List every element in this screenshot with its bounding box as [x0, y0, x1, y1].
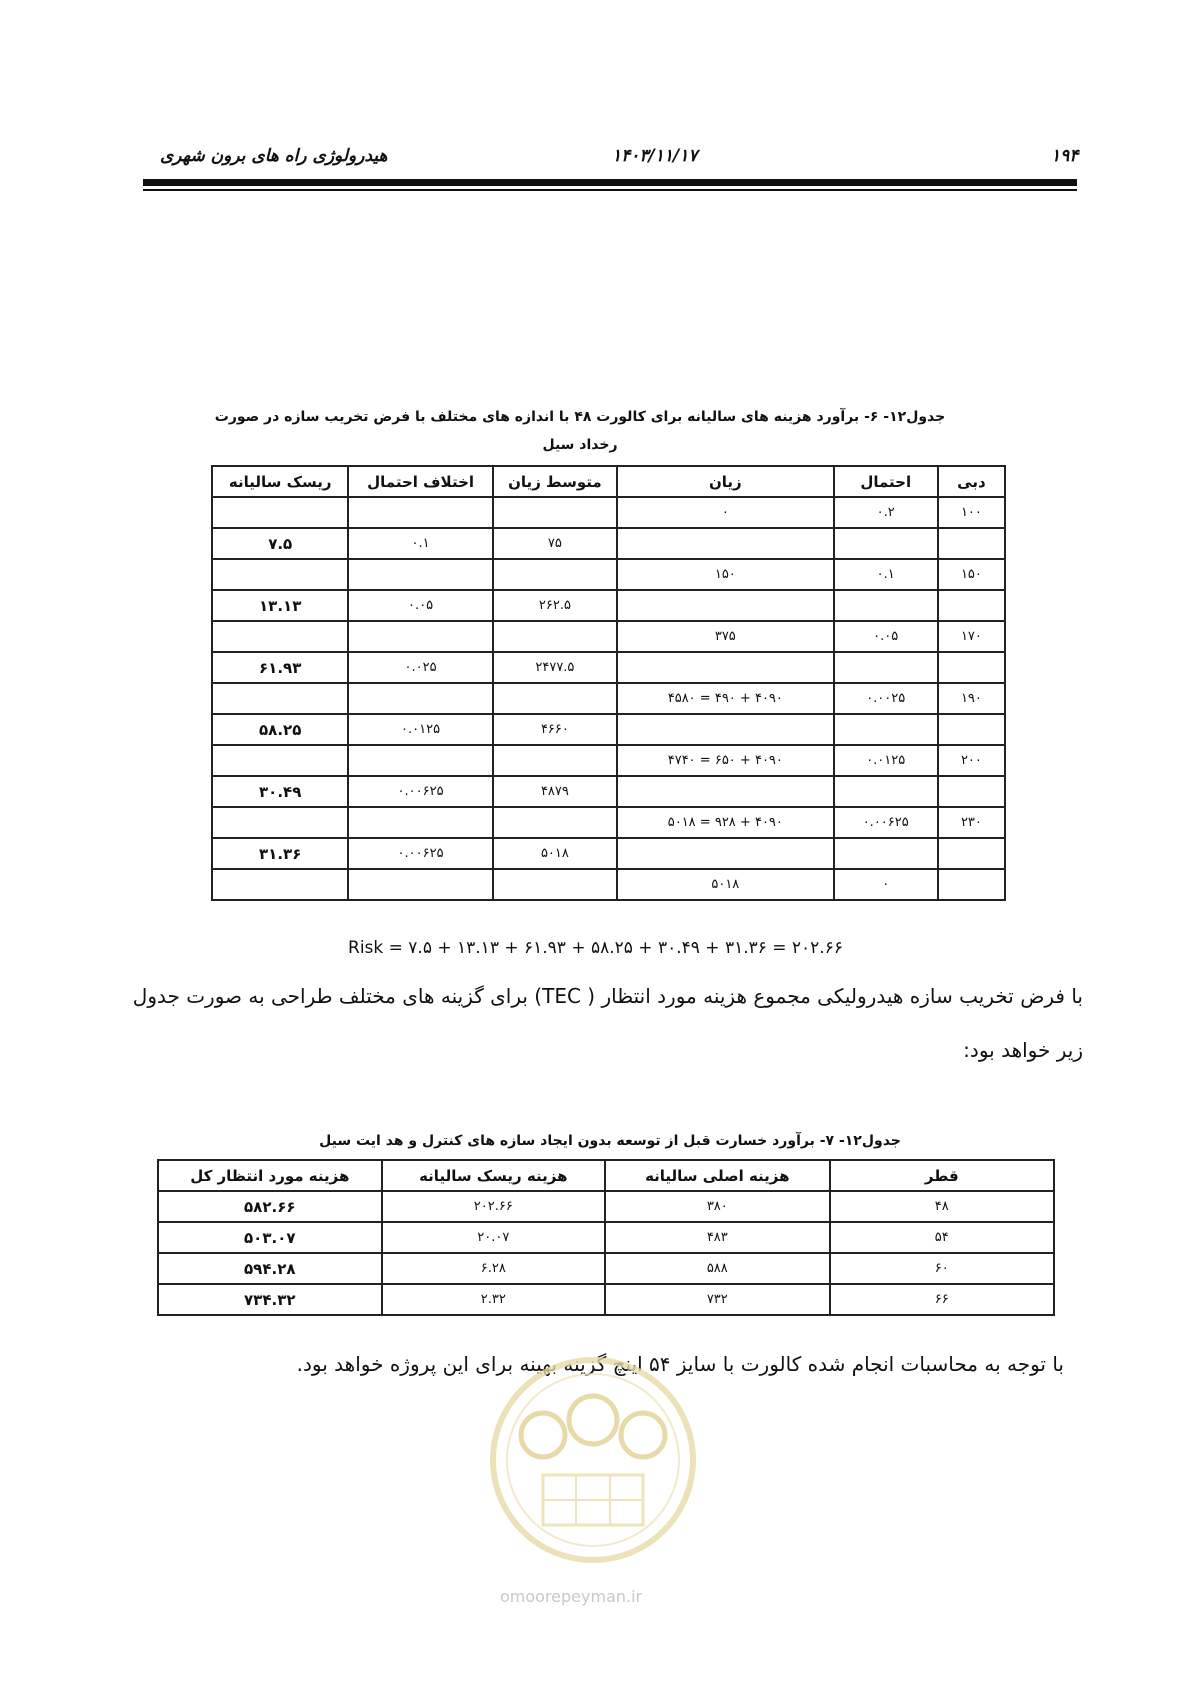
table-row: [158, 1191, 1054, 1222]
table-cell: ۱۵۰: [617, 559, 834, 590]
table-cell: [348, 621, 492, 652]
table-cell: [212, 745, 348, 776]
table1-header-cell: اختلاف احتمال: [348, 466, 492, 497]
table-cell: ۰.۰۵: [834, 621, 938, 652]
table-cell: ۰.۰۰۶۲۵: [348, 776, 492, 807]
table-row: [212, 838, 1005, 869]
table-cell: [212, 497, 348, 528]
table-cell: ۰.۰۰۲۵: [834, 683, 938, 714]
table-cell: ۷.۵: [212, 528, 348, 559]
table-cell: [348, 559, 492, 590]
table-cell: ۵۹۴.۲۸: [158, 1253, 382, 1284]
table-cell: ۲.۳۲: [382, 1284, 606, 1315]
table-cell: ۳۱.۳۶: [212, 838, 348, 869]
header-rule-thin: [143, 189, 1077, 191]
table2-header-cell: قطر: [830, 1160, 1054, 1191]
paragraph-tec-line1: با فرض تخریب سازه هیدرولیکی مجموع هزینه مورد انتظار ( TEC) برای گزینه های مختلف طراحی به صورت جدول: [132, 984, 1083, 1008]
table-cell: ۰.۰۰۶۲۵: [348, 838, 492, 869]
table-cell: [348, 807, 492, 838]
table-cell: ۵۸۲.۶۶: [158, 1191, 382, 1222]
table-cell: ۶.۲۸: [382, 1253, 606, 1284]
table-cell: [348, 745, 492, 776]
table-cell: ۰.۰۵: [348, 590, 492, 621]
table-cell: ۷۳۴.۳۲: [158, 1284, 382, 1315]
header-date: ۱۴۰۳/۱۱/۱۷: [612, 146, 698, 166]
table1-caption-line1: جدول۱۲- ۶- برآورد هزینه های سالیانه برای کالورت ۴۸ با اندازه های مختلف با فرض تخریب سازه در صورت: [214, 409, 946, 425]
table-cell: [493, 807, 617, 838]
table-cell: ۵۰۱۸: [617, 869, 834, 900]
table-cell: ۲۴۷۷.۵: [493, 652, 617, 683]
table-cell: [938, 652, 1005, 683]
table-cell: ۴۶۶۰: [493, 714, 617, 745]
table2-caption: جدول۱۲- ۷- برآورد خسارت قبل از توسعه بدون ایجاد سازه های کنترل و هد ایت سیل: [319, 1133, 901, 1149]
table-cell: [493, 869, 617, 900]
table-cell: ۵۴: [830, 1222, 1054, 1253]
table-cell: [938, 590, 1005, 621]
table-cell: ۶۱.۹۳: [212, 652, 348, 683]
table-cell: [212, 683, 348, 714]
table2-header-cell: هزینه ریسک سالیانه: [382, 1160, 606, 1191]
table-cell: [834, 776, 938, 807]
table-cell: [348, 683, 492, 714]
table-cell: ۰.۰۰۶۲۵: [834, 807, 938, 838]
table-cell: [834, 714, 938, 745]
table-row: [212, 528, 1005, 559]
table-cell: ۰: [617, 497, 834, 528]
table-cell: ۲۰.۰۷: [382, 1222, 606, 1253]
table-cell: ۴۰۹۰ + ۹۲۸ = ۵۰۱۸: [617, 807, 834, 838]
table-cell: ۷۵: [493, 528, 617, 559]
table-cell: ۱۳.۱۳: [212, 590, 348, 621]
table-cell: [212, 869, 348, 900]
table-cell: ۰.۰۲۵: [348, 652, 492, 683]
table-cell: ۶۶: [830, 1284, 1054, 1315]
table-cell: ۵۰۳.۰۷: [158, 1222, 382, 1253]
table-cell: [493, 683, 617, 714]
table-cell: ۰.۲: [834, 497, 938, 528]
paragraph-conclusion: با توجه به محاسبات انجام شده کالورت با سایز ۵۴ اینچ گزینه بهینه برای این پروژه خواهد بود.: [296, 1352, 1064, 1376]
table-cell: ۴۸۳: [605, 1222, 830, 1253]
table-cell: [493, 621, 617, 652]
table-cell: [938, 776, 1005, 807]
table-cell: [493, 745, 617, 776]
table1-caption: [180, 403, 980, 459]
table-cell: ۴۰۹۰ + ۶۵۰ = ۴۷۴۰: [617, 745, 834, 776]
table-row: [212, 497, 1005, 528]
table-row: [158, 1222, 1054, 1253]
table-cell: ۱۷۰: [938, 621, 1005, 652]
table-cell: ۰.۰۱۲۵: [834, 745, 938, 776]
table-cell: ۳۸۰: [605, 1191, 830, 1222]
table-row: [212, 683, 1005, 714]
table-row: [212, 807, 1005, 838]
annual-cost-table: [211, 465, 1006, 901]
table-cell: [938, 528, 1005, 559]
table-cell: [938, 869, 1005, 900]
watermark-text: omoorepeyman.ir: [500, 1587, 643, 1606]
table2-header-cell: هزینه اصلی سالیانه: [605, 1160, 830, 1191]
table-cell: [834, 590, 938, 621]
table-cell: [348, 497, 492, 528]
table-cell: [617, 528, 834, 559]
table-cell: ۵۸.۲۵: [212, 714, 348, 745]
table-cell: [834, 838, 938, 869]
table-cell: [938, 714, 1005, 745]
table-cell: [212, 807, 348, 838]
table-cell: ۵۰۱۸: [493, 838, 617, 869]
table-cell: ۴۸: [830, 1191, 1054, 1222]
table-cell: [493, 559, 617, 590]
table-cell: ۵۸۸: [605, 1253, 830, 1284]
table1-header-cell: ریسک سالیانه: [212, 466, 348, 497]
page-number: ۱۹۴: [1051, 146, 1079, 166]
table1-header-cell: دبی: [938, 466, 1005, 497]
table-row: [158, 1253, 1054, 1284]
table-cell: ۳۰.۴۹: [212, 776, 348, 807]
table1-header-row: [212, 466, 1005, 497]
table-row: [212, 590, 1005, 621]
header-title: هیدرولوژی راه های برون شهری: [160, 146, 388, 166]
table-cell: ۴۰۹۰ + ۴۹۰ = ۴۵۸۰: [617, 683, 834, 714]
table-cell: [617, 714, 834, 745]
table-cell: [617, 652, 834, 683]
paragraph-tec-line2: زیر خواهد بود:: [963, 1038, 1083, 1062]
table-cell: [348, 869, 492, 900]
table-cell: ۱۰۰: [938, 497, 1005, 528]
table-cell: ۲۳۰: [938, 807, 1005, 838]
table-cell: ۱۵۰: [938, 559, 1005, 590]
table-cell: ۰.۱: [348, 528, 492, 559]
table1-header-cell: احتمال: [834, 466, 938, 497]
table-cell: ۰: [834, 869, 938, 900]
table1-caption-line2: رخداد سیل: [542, 437, 618, 453]
table-row: [212, 621, 1005, 652]
risk-equation: Risk = ۷.۵ + ۱۳.۱۳ + ۶۱.۹۳ + ۵۸.۲۵ + ۳۰.۴۹ + ۳۱.۳۶ = ۲۰۲.۶۶: [348, 938, 843, 958]
table-cell: ۴۸۷۹: [493, 776, 617, 807]
table-cell: [212, 559, 348, 590]
table2-header-row: [158, 1160, 1054, 1191]
table-cell: ۱۹۰: [938, 683, 1005, 714]
table-cell: ۲۶۲.۵: [493, 590, 617, 621]
table-cell: [617, 838, 834, 869]
table-cell: [617, 590, 834, 621]
table1-header-cell: متوسط زیان: [493, 466, 617, 497]
table-cell: [938, 838, 1005, 869]
table-cell: ۰.۰۱۲۵: [348, 714, 492, 745]
table-cell: ۶۰: [830, 1253, 1054, 1284]
table-cell: [617, 776, 834, 807]
table-row: [212, 869, 1005, 900]
table1-header-cell: زیان: [617, 466, 834, 497]
table-cell: ۷۳۲: [605, 1284, 830, 1315]
table-row: [212, 745, 1005, 776]
expected-cost-table: [157, 1159, 1055, 1316]
table-cell: [493, 497, 617, 528]
table-row: [212, 652, 1005, 683]
table-row: [158, 1284, 1054, 1315]
table-row: [212, 776, 1005, 807]
table-row: [212, 559, 1005, 590]
watermark-stamp-icon: [483, 1350, 703, 1570]
table-cell: [834, 652, 938, 683]
table-cell: [834, 528, 938, 559]
header-rule-thick: [143, 179, 1077, 186]
table-row: [212, 714, 1005, 745]
table-cell: ۳۷۵: [617, 621, 834, 652]
table-cell: ۲۰۰: [938, 745, 1005, 776]
table-cell: ۲۰۲.۶۶: [382, 1191, 606, 1222]
table2-header-cell: هزینه مورد انتظار کل: [158, 1160, 382, 1191]
table-cell: ۰.۱: [834, 559, 938, 590]
table-cell: [212, 621, 348, 652]
